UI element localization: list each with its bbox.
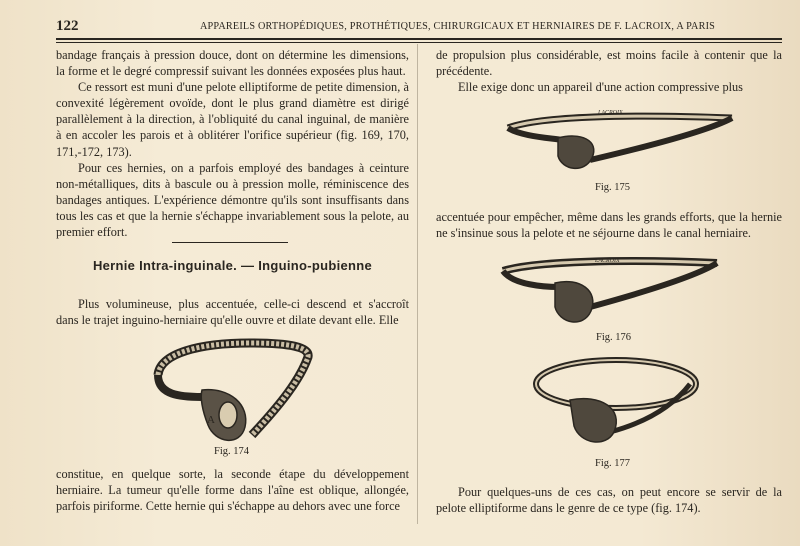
section-divider <box>172 242 288 243</box>
paragraph: constitue, en quelque sorte, la seconde étape du développement herniaire. La tumeur qu'elle forme dans l'aîne est oblique, allongée, parfois piriforme. Cette hernie qui s'échappe au dehors avec une force <box>56 467 409 514</box>
figure-label-A: A <box>207 414 215 426</box>
paragraph: de propulsion plus considérable, est moins facile à contenir que la précédente. <box>436 48 782 79</box>
paragraph: Pour quelques-uns de ces cas, on peut encore se servir de la pelote elliptiforme dans le genre de ce type (fig. 174). <box>436 485 782 516</box>
paragraph: Plus volumineuse, plus accentuée, celle-ci descend et s'accroît dans le trajet inguino-herniaire qu'elle ouvre et dilate devant elle. Elle <box>56 297 409 328</box>
stamp-text: LACROIX <box>595 258 620 264</box>
paragraph: bandage français à pression douce, dont on détermine les dimensions, la forme et le degré compressif suivant les données exposées plus haut. <box>56 48 409 79</box>
truss-illustration-174 <box>140 335 320 450</box>
right-text-bottom <box>436 484 782 516</box>
truss-illustration-177 <box>530 350 710 450</box>
right-text-top <box>436 47 782 95</box>
paragraph: Pour ces hernies, on a parfois employé des bandages à ceinture non-métalliques, dits à bascule ou à pression molle, réminiscence des bandages antiques. L'expérience démontre qu'ils sont insuffisants dans tous les cas et que la hernie s'échappe invariablement sous la pelote, au premier effort. <box>56 160 409 240</box>
page-number: 122 <box>56 18 79 34</box>
paragraph: Ce ressort est muni d'une pelote elliptiforme de petite dimension, à convexité légèrement ovoïde, dont le plus grand diamètre est dirigé parallèlement à la direction, à l'obliquité du canal inguinal, de manière à en accoler les parois et à oblitérer l'orifice supérieur (fig. 169, 170, 171,-172, 173). <box>56 80 409 159</box>
page-header <box>56 18 782 38</box>
truss-illustration-175 <box>500 108 740 180</box>
paragraph: Elle exige donc un appareil d'une action compressive plus <box>458 80 743 95</box>
figure-caption: Fig. 175 <box>595 182 631 193</box>
right-text-mid <box>436 209 782 241</box>
truss-illustration-176 <box>495 255 725 330</box>
running-title: APPAREILS ORTHOPÉDIQUES, PROTHÉTIQUES, CHIRURGICAUX ET HERNIAIRES DE F. LACROIX, A PARIS <box>200 21 716 32</box>
left-text-top <box>56 47 409 240</box>
figure-caption: Fig. 176 <box>596 332 632 343</box>
header-rule-thin <box>56 42 782 43</box>
header-rule <box>56 38 782 40</box>
left-text-bottom <box>56 466 409 514</box>
figure-caption: Fig. 174 <box>214 446 250 457</box>
figure-caption: Fig. 177 <box>595 458 631 469</box>
left-text-mid <box>56 296 409 328</box>
column-separator <box>417 44 418 524</box>
section-heading: Hernie Intra-inguinale. — Inguino-pubienne <box>92 258 373 273</box>
paragraph: accentuée pour empêcher, même dans les grands efforts, que la hernie ne s'insinue sous la pelote et ne séjourne dans le canal herniaire. <box>436 210 782 241</box>
stamp-text: LACROIX <box>598 110 623 116</box>
